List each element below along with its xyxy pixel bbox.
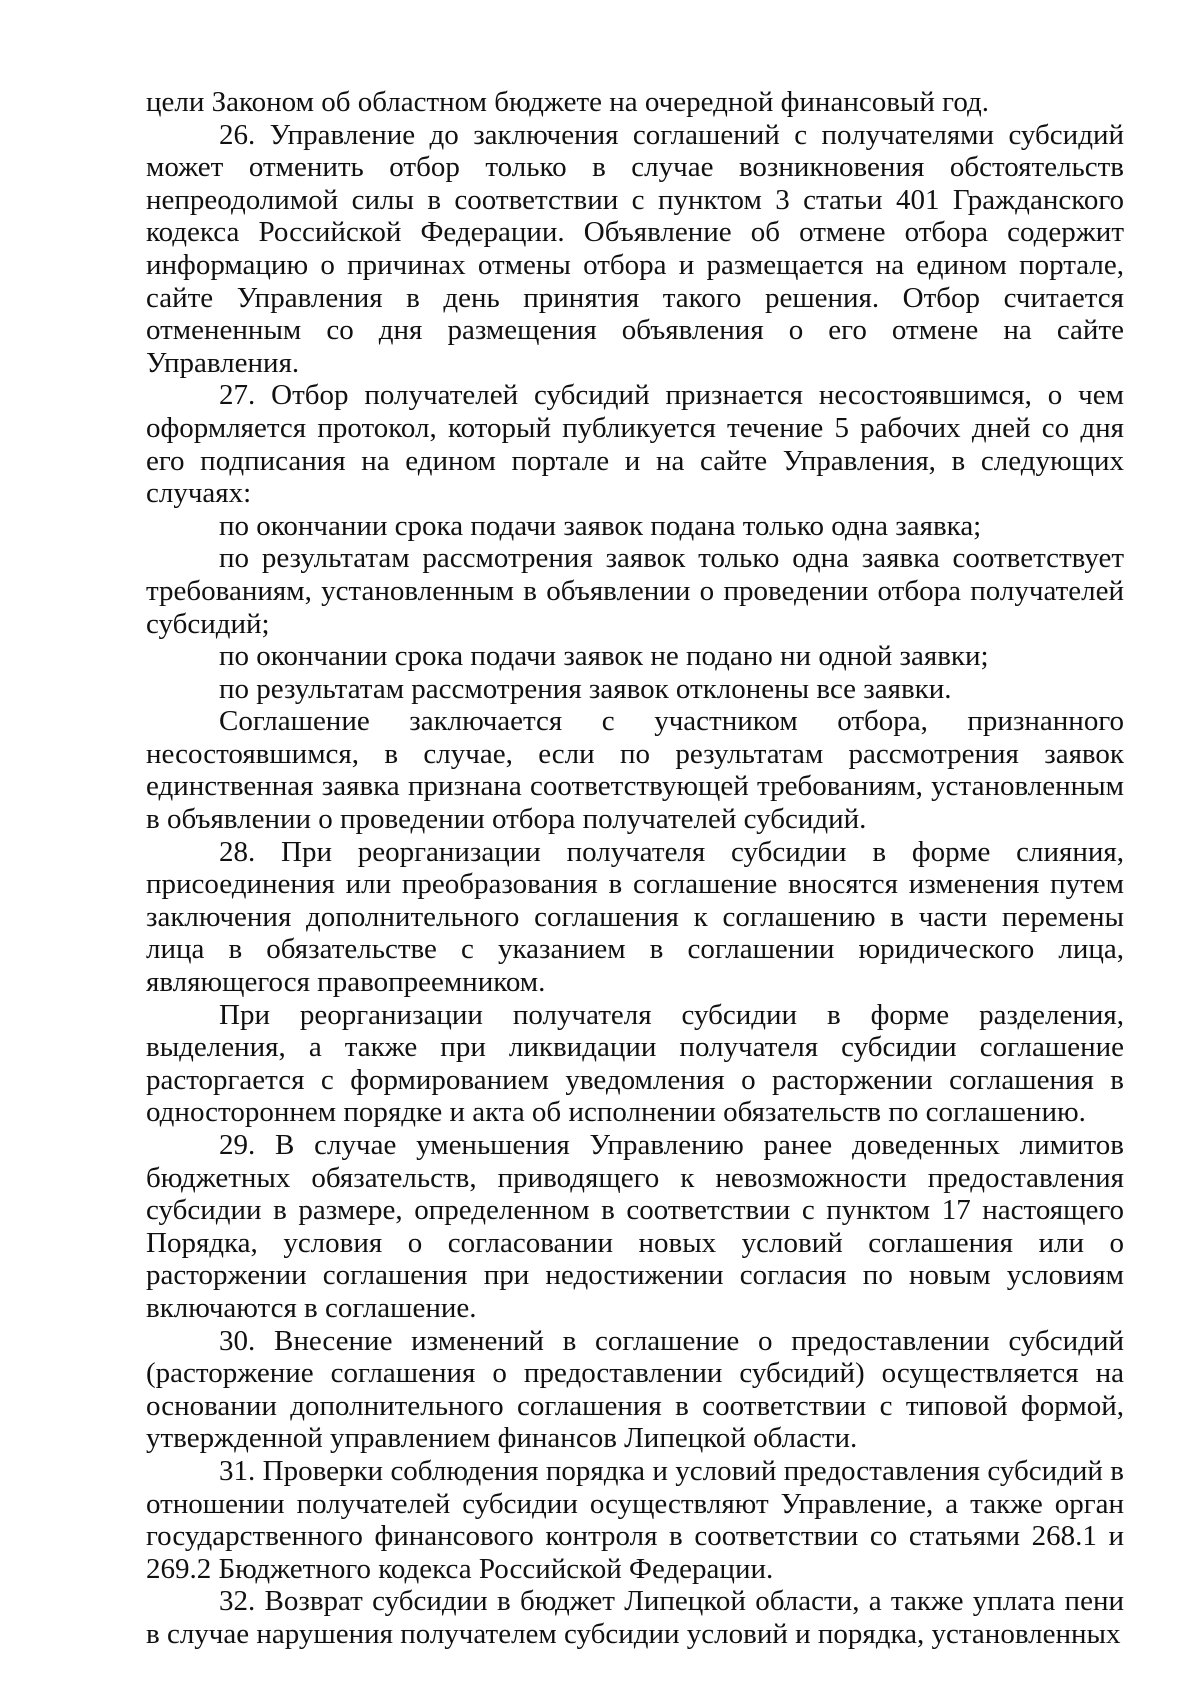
paragraph-27: 27. Отбор получателей субсидий признается несостоявшимся, о чем оформляется протокол, который публикуется течение 5 рабочих дней со дня его подписания на едином портале и на сайте Управления, в следующих случаях: [146,379,1124,510]
paragraph-27-case-4: по результатам рассмотрения заявок отклонены все заявки. [219,672,952,705]
paragraph-26: 26. Управление до заключения соглашений с получателями субсидий может отменить отбор только в случае возникновения обстоятельств непреодолимой силы в соответствии с пунктом 3 статьи 401 Гражданского кодекса Российской Федерации. Объявление об отмене отбора содержит информацию о причинах отмены отбора и размещается на едином портале, сайте Управления в день принятия такого решения. Отбор считается отмененным со дня размещения объявления о его отмене на сайте Управления. [146,118,1124,379]
paragraph-27-agreement: Соглашение заключается с участником отбора, признанного несостоявшимся, в случае, если по результатам рассмотрения заявок единственная заявка признана соответствующей требованиям, установленным в объявлении о проведении отбора получателей субсидий. [146,705,1124,836]
paragraph-continuation: цели Законом об областном бюджете на очередной финансовый год. [146,86,989,118]
paragraph-29: 29. В случае уменьшения Управлению ранее доведенных лимитов бюджетных обязательств, приводящего к невозможности предоставления субсидии в размере, определенном в соответствии с пунктом 17 настоящего Порядка, условия о согласовании новых условий соглашения или о расторжении соглашения при недостижении согласия по новым условиям включаются в соглашение. [146,1129,1124,1324]
paragraph-32: 32. Возврат субсидии в бюджет Липецкой области, а также уплата пени в случае нарушения получателем субсидии условий и порядка, установленных [146,1585,1124,1650]
paragraph-28: 28. При реорганизации получателя субсидии в форме слияния, присоединения или преобразования в соглашение вносятся изменения путем заключения дополнительного соглашения к соглашению в части перемены лица в обязательстве с указанием в соглашении юридического лица, являющегося правопреемником. [146,835,1124,999]
paragraph-27-case-3: по окончании срока подачи заявок не подано ни одной заявки; [219,640,989,673]
paragraph-27-case-2: по результатам рассмотрения заявок только одна заявка соответствует требованиям, установленным в объявлении о проведении отбора получателей субсидий; [146,542,1124,640]
paragraph-28-division: При реорганизации получателя субсидии в форме разделения, выделения, а также при ликвидации получателя субсидии соглашение расторгается с формированием уведомления о расторжении соглашения в одностороннем порядке и акта об исполнении обязательств по соглашению. [146,998,1124,1129]
paragraph-31: 31. Проверки соблюдения порядка и условий предоставления субсидий в отношении получателей субсидии осуществляют Управление, а также орган государственного финансового контроля в соответствии со статьями 268.1 и 269.2 Бюджетного кодекса Российской Федерации. [146,1454,1124,1585]
paragraph-30: 30. Внесение изменений в соглашение о предоставлении субсидий (расторжение соглашения о предоставлении субсидий) осуществляется на основании дополнительного соглашения в соответствии с типовой формой, утвержденной управлением финансов Липецкой области. [146,1324,1124,1455]
paragraph-27-case-1: по окончании срока подачи заявок подана только одна заявка; [219,509,982,542]
document-page [146,86,1124,1651]
